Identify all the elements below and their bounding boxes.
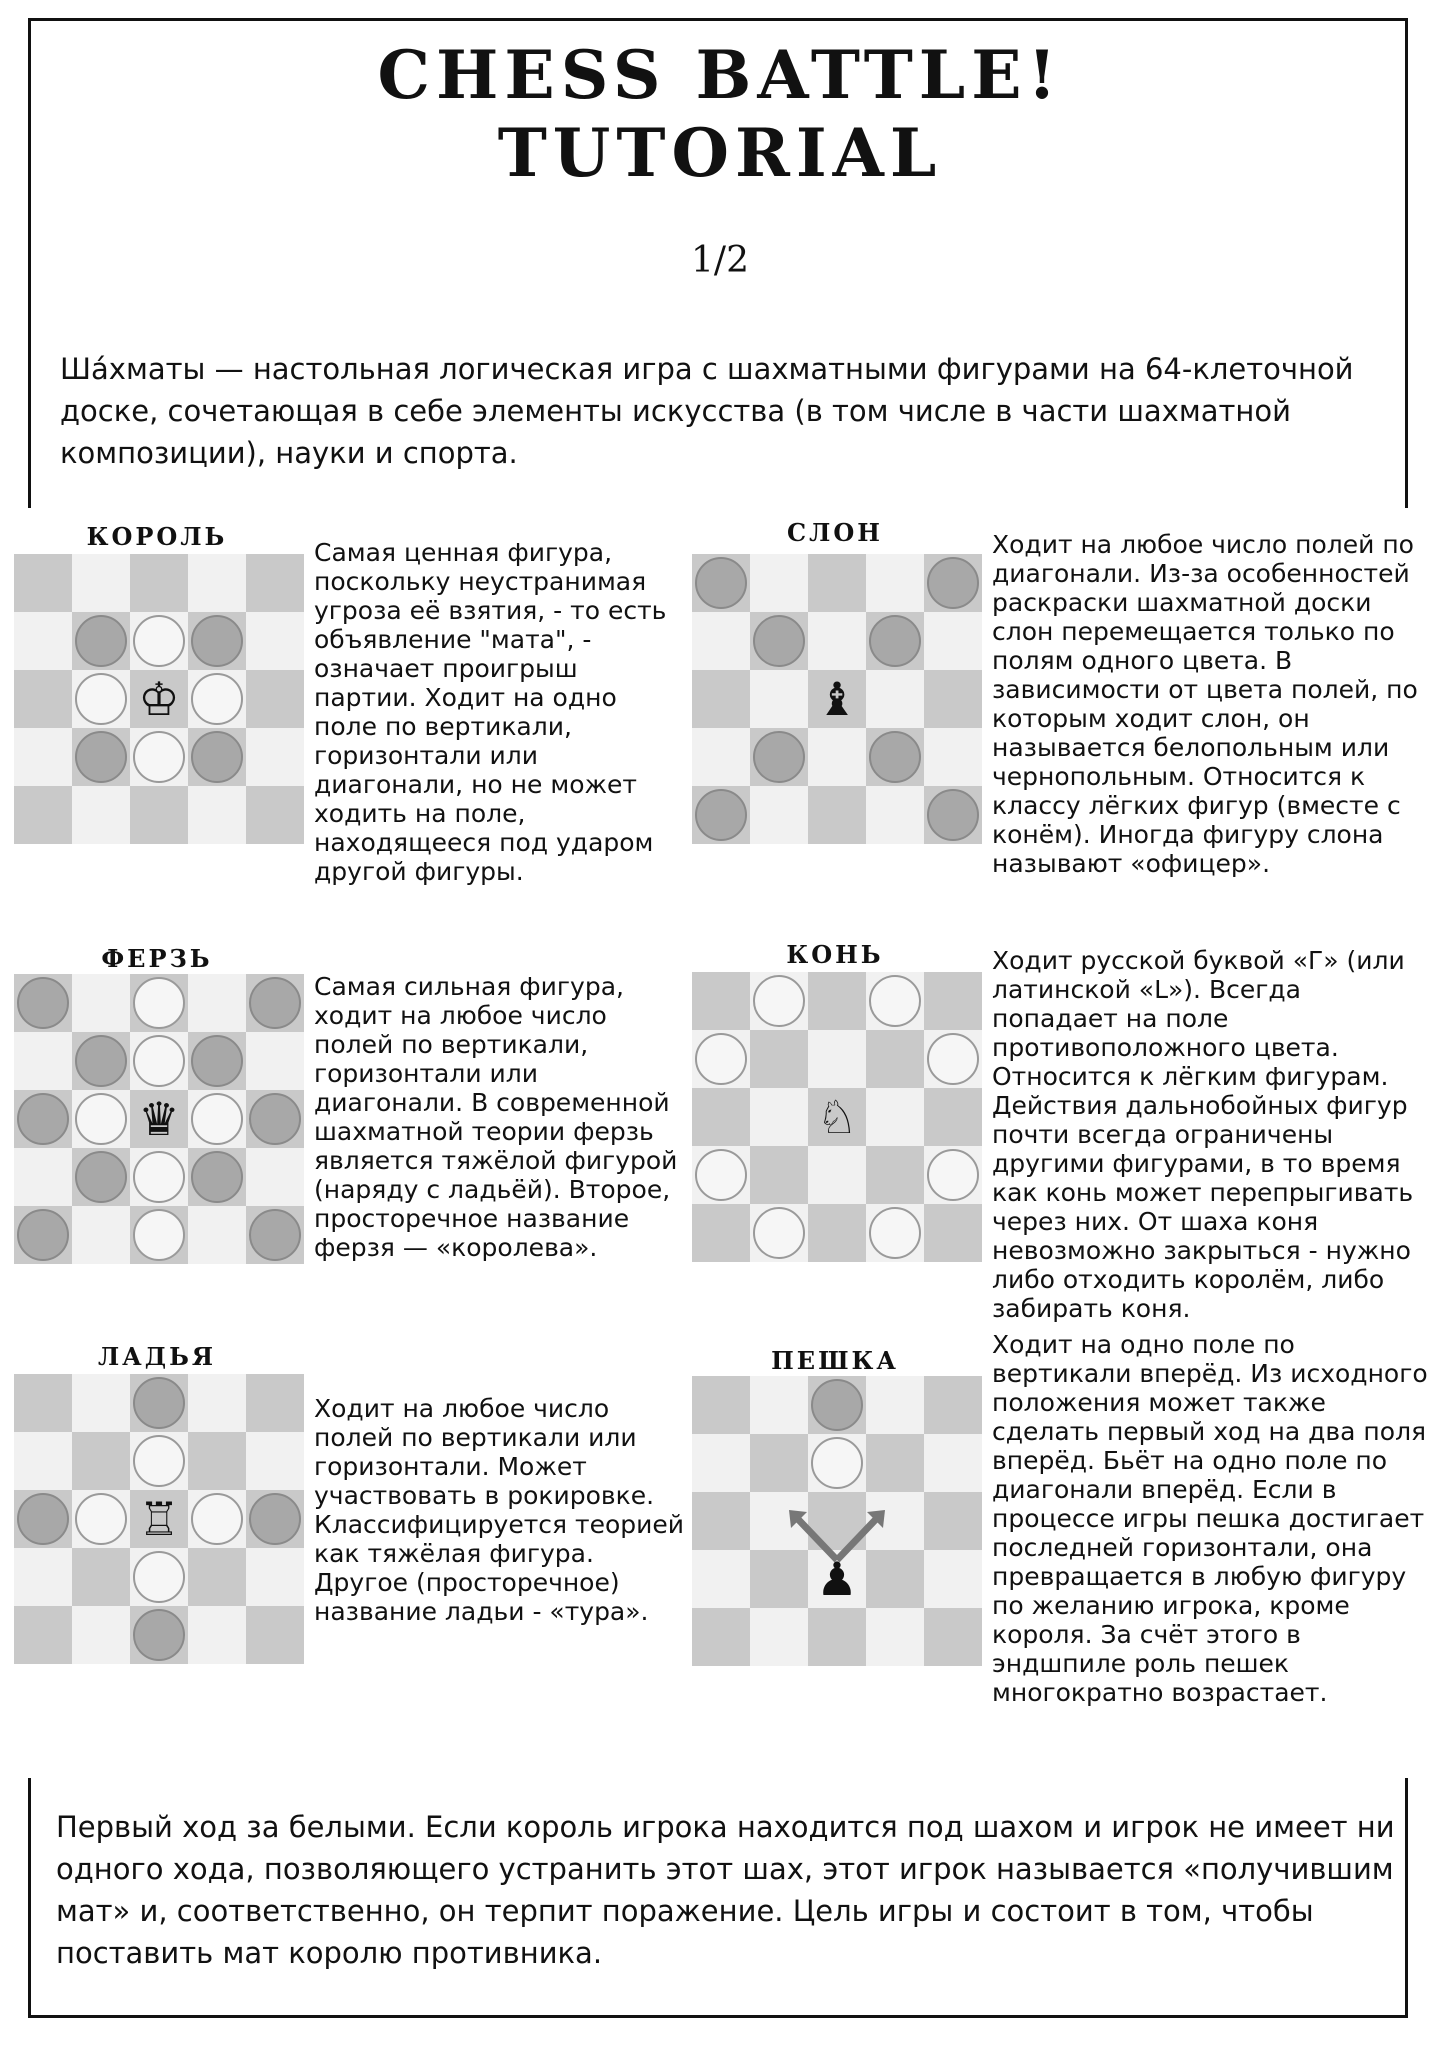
board-square <box>866 1088 924 1146</box>
move-marker-light <box>192 1094 242 1144</box>
board-square <box>246 670 304 728</box>
board-square <box>188 1548 246 1606</box>
move-marker-light <box>76 1094 126 1144</box>
knight-piece-icon: ♘ <box>816 1090 858 1144</box>
board-square <box>924 1434 982 1492</box>
move-marker-light <box>134 1552 184 1602</box>
bishop-title: СЛОН <box>787 518 883 547</box>
board-square <box>188 554 246 612</box>
board-square <box>924 1550 982 1608</box>
move-marker-dark <box>696 790 746 840</box>
move-marker-light <box>870 1208 920 1258</box>
board-square <box>14 1432 72 1490</box>
board-square <box>750 670 808 728</box>
board-square <box>692 1088 750 1146</box>
board-square <box>72 1548 130 1606</box>
move-marker-light <box>134 1152 184 1202</box>
move-marker-dark <box>192 1036 242 1086</box>
rook-board <box>12 1372 304 1664</box>
board-square <box>866 554 924 612</box>
board-square <box>692 1492 750 1550</box>
board-square <box>750 1550 808 1608</box>
intro-paragraph: Ша́хматы — настольная логическая игра с шахматными фигурами на 64-клеточной доске, сочетающая в себе элементы искусства (в том числе в части шахматной композиции), науки и спорта. <box>60 352 1354 470</box>
board-square <box>924 612 982 670</box>
board-square <box>14 554 72 612</box>
board-square <box>14 1032 72 1090</box>
move-marker-dark <box>76 616 126 666</box>
move-marker-dark <box>18 1094 68 1144</box>
move-marker-light <box>134 978 184 1028</box>
move-marker-dark <box>696 558 746 608</box>
board-square <box>808 612 866 670</box>
board-square <box>750 786 808 844</box>
move-marker-light <box>76 1494 126 1544</box>
move-marker-dark <box>250 1094 300 1144</box>
board-square <box>750 1030 808 1088</box>
board-square <box>188 1432 246 1490</box>
queen-description: Самая сильная фигура, ходит на любое число полей по вертикали, горизонтали или диагонали. В современной шахматной теории ферзь является тяжёлой фигурой (наряду с ладьёй). Второе, просторечное название ферзя — «королева». <box>314 972 678 1262</box>
board-square <box>692 1204 750 1262</box>
board-square <box>924 1088 982 1146</box>
board-square <box>72 786 130 844</box>
move-marker-dark <box>754 732 804 782</box>
board-square <box>14 728 72 786</box>
board-square <box>14 1148 72 1206</box>
knight-description: Ходит русской буквой «Г» (или латинской «L»). Всегда попадает на поле противоположного цвета. Относится к лёгким фигурам. Действия дальнобойных фигур почти всегда ограничены другими фигурами, в то время как конь может перепрыгивать через них. От шаха коня невозможно закрыться - нужно либо отходить королём, либо забирать коня. <box>992 946 1414 1323</box>
board-square <box>692 1434 750 1492</box>
board-square <box>246 612 304 670</box>
move-marker-dark <box>76 732 126 782</box>
move-marker-dark <box>192 732 242 782</box>
knight-title: КОНЬ <box>786 940 884 969</box>
move-marker-light <box>134 1036 184 1086</box>
move-marker-light <box>134 1210 184 1260</box>
board-square <box>808 1608 866 1666</box>
pawn-description: Ходит на одно поле по вертикали вперёд. Из исходного положения может также сделать первый ход на два поля вперёд. Бьёт на одно поле по диагонали вперёд. Если в процессе игры пешка достигает последней горизонтали, она превращается в любую фигуру по желанию игрока, кроме короля. За счёт этого в эндшпиле роль пешек многократно возрастает. <box>992 1330 1428 1707</box>
move-marker-dark <box>18 1210 68 1260</box>
board-square <box>692 728 750 786</box>
move-marker-light <box>870 976 920 1026</box>
move-marker-light <box>192 1494 242 1544</box>
move-marker-dark <box>250 1494 300 1544</box>
queen-title: ФЕРЗЬ <box>101 944 213 973</box>
board-square <box>750 1376 808 1434</box>
board-square <box>924 1204 982 1262</box>
board-square <box>750 554 808 612</box>
page-subtitle: TUTORIAL <box>497 114 943 192</box>
king-title: КОРОЛЬ <box>86 522 228 551</box>
page-number: 1/2 <box>691 240 749 281</box>
outro-paragraph: Первый ход за белыми. Если король игрока находится под шахом и игрок не имеет ни одного хода, позволяющего устранить этот шах, этот игрок называется «получившим мат» и, соответственно, он терпит поражение. Цель игры и состоит в том, чтобы поставить мат королю противника. <box>56 1810 1395 1970</box>
move-marker-light <box>696 1150 746 1200</box>
pawn-title: ПЕШКА <box>771 1346 899 1375</box>
move-marker-light <box>928 1150 978 1200</box>
board-square <box>188 1606 246 1664</box>
move-marker-light <box>192 674 242 724</box>
move-marker-dark <box>928 558 978 608</box>
move-marker-dark <box>192 616 242 666</box>
knight-board <box>690 970 982 1262</box>
move-marker-light <box>134 1436 184 1486</box>
board-square <box>14 1606 72 1664</box>
board-square <box>14 670 72 728</box>
board-square <box>808 972 866 1030</box>
board-square <box>246 786 304 844</box>
move-marker-dark <box>250 978 300 1028</box>
board-square <box>246 1374 304 1432</box>
board-square <box>808 1204 866 1262</box>
bishop-description: Ходит на любое число полей по диагонали. Из-за особенностей раскраски шахматной доски слон перемещается только по полям одного цвета. В зависимости от цвета полей, по которым ходит слон, он называется белопольным или чернопольным. Относится к классу лёгких фигур (вместе с конём). Иногда фигуру слона называют «офицер». <box>992 530 1418 878</box>
board-square <box>246 728 304 786</box>
board-square <box>924 728 982 786</box>
board-square <box>808 1030 866 1088</box>
board-square <box>72 1374 130 1432</box>
board-square <box>692 1550 750 1608</box>
rook-description: Ходит на любое число полей по вертикали или горизонтали. Может участвовать в рокировке. Классифицируется теорией как тяжёлая фигура. Другое (просторечное) название ладьи - «тура». <box>314 1394 684 1626</box>
board-square <box>692 1608 750 1666</box>
board-square <box>808 554 866 612</box>
board-square <box>866 1146 924 1204</box>
board-square <box>246 1548 304 1606</box>
board-square <box>750 1608 808 1666</box>
board-square <box>130 786 188 844</box>
board-square <box>866 1376 924 1434</box>
page-title: CHESS BATTLE! <box>377 36 1063 114</box>
board-square <box>72 1206 130 1264</box>
move-marker-dark <box>250 1210 300 1260</box>
board-square <box>692 1376 750 1434</box>
move-marker-dark <box>134 1378 184 1428</box>
move-marker-light <box>754 976 804 1026</box>
move-marker-dark <box>76 1036 126 1086</box>
board-square <box>246 554 304 612</box>
board-square <box>692 972 750 1030</box>
move-marker-light <box>812 1438 862 1488</box>
board-square <box>246 1606 304 1664</box>
king-piece-icon: ♔ <box>138 672 180 726</box>
board-square <box>866 1030 924 1088</box>
board-square <box>750 1434 808 1492</box>
board-square <box>692 670 750 728</box>
move-marker-dark <box>870 732 920 782</box>
board-square <box>750 1088 808 1146</box>
board-square <box>246 1032 304 1090</box>
rook-title: ЛАДЬЯ <box>97 1342 217 1371</box>
queen-piece-icon: ♛ <box>138 1092 180 1146</box>
board-square <box>130 554 188 612</box>
move-marker-dark <box>812 1380 862 1430</box>
board-square <box>808 786 866 844</box>
board-square <box>808 728 866 786</box>
board-square <box>188 1206 246 1264</box>
board-square <box>808 1146 866 1204</box>
board-square <box>188 974 246 1032</box>
move-marker-light <box>928 1034 978 1084</box>
pawn-piece-icon: ♟ <box>816 1552 858 1606</box>
board-square <box>924 972 982 1030</box>
board-square <box>692 612 750 670</box>
board-square <box>72 554 130 612</box>
board-square <box>188 1374 246 1432</box>
board-square <box>866 1550 924 1608</box>
board-square <box>750 1146 808 1204</box>
move-marker-dark <box>754 616 804 666</box>
board-square <box>866 670 924 728</box>
board-square <box>72 1606 130 1664</box>
move-marker-dark <box>18 1494 68 1544</box>
king-board <box>12 552 304 844</box>
board-square <box>14 612 72 670</box>
move-marker-light <box>754 1208 804 1258</box>
board-square <box>72 1432 130 1490</box>
board-square <box>14 786 72 844</box>
board-square <box>246 1432 304 1490</box>
move-marker-dark <box>134 1610 184 1660</box>
board-square <box>72 974 130 1032</box>
king-description: Самая ценная фигура, поскольку неустранимая угроза её взятия, - то есть объявление "мата", - означает проигрыш партии. Ходит на одно поле по вертикали, горизонтали или диагонали, но не может ходить на поле, находящееся под ударом другой фигуры. <box>314 538 667 886</box>
board-square <box>14 1548 72 1606</box>
board-square <box>246 1148 304 1206</box>
bishop-piece-icon: ♝ <box>816 672 858 726</box>
board-square <box>866 1434 924 1492</box>
move-marker-light <box>76 674 126 724</box>
move-marker-dark <box>870 616 920 666</box>
board-square <box>924 670 982 728</box>
board-square <box>924 1608 982 1666</box>
pawn-board <box>690 1374 982 1666</box>
board-square <box>866 786 924 844</box>
board-square <box>924 1376 982 1434</box>
bishop-board <box>690 552 982 844</box>
board-square <box>188 786 246 844</box>
move-marker-dark <box>76 1152 126 1202</box>
move-marker-light <box>696 1034 746 1084</box>
move-marker-dark <box>928 790 978 840</box>
move-marker-light <box>134 616 184 666</box>
board-square <box>866 1608 924 1666</box>
move-marker-dark <box>18 978 68 1028</box>
board-square <box>14 1374 72 1432</box>
move-marker-dark <box>192 1152 242 1202</box>
queen-board <box>12 972 304 1264</box>
move-marker-light <box>134 732 184 782</box>
rook-piece-icon: ♖ <box>138 1492 180 1546</box>
board-square <box>924 1492 982 1550</box>
